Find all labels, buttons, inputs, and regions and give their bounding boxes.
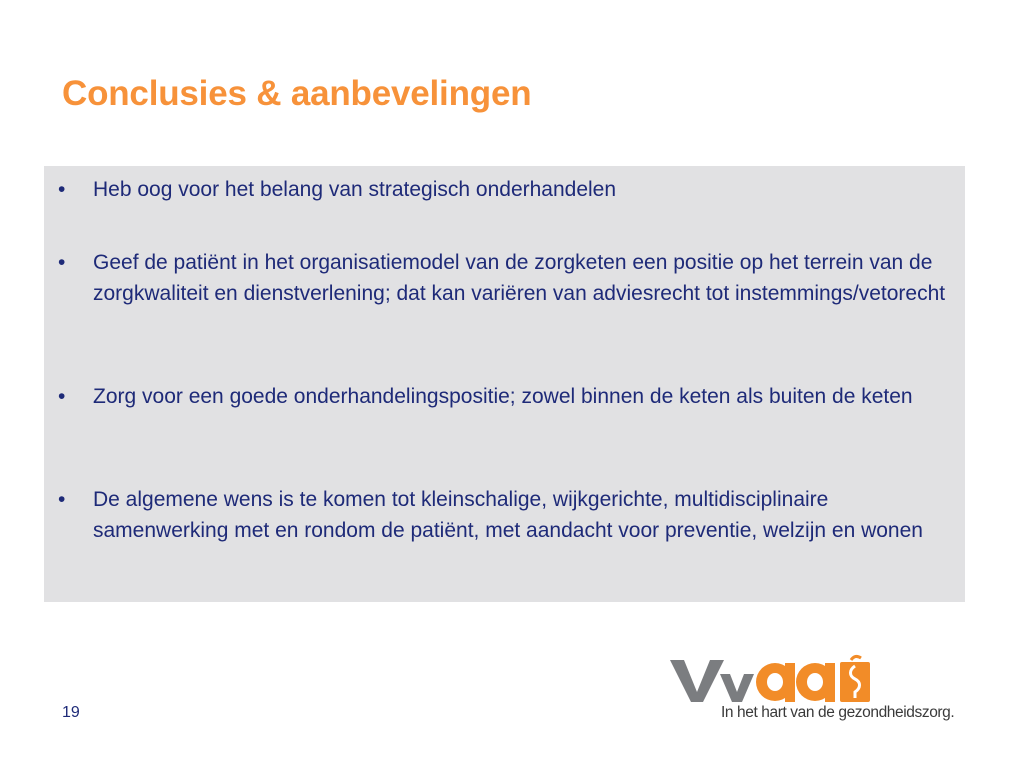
slide-title: Conclusies & aanbevelingen bbox=[62, 74, 532, 113]
bullet-text: Zorg voor een goede onderhandelingspositie; zowel binnen de keten als buiten de keten bbox=[93, 385, 913, 408]
bullet-marker: • bbox=[58, 178, 66, 201]
page-number: 19 bbox=[62, 704, 80, 721]
bullet-text: De algemene wens is te komen tot kleinschalige, wijkgerichte, multidisciplinaire samenwerking met en rondom de patiënt, met aandacht voor preventie, welzijn en wonen bbox=[93, 488, 923, 542]
content-box bbox=[44, 166, 965, 602]
bullet-text: Geef de patiënt in het organisatiemodel van de zorgketen een positie op het terrein van de zorgkwaliteit en dienstverlening; dat kan variëren van adviesrecht tot instemmings/vetorecht bbox=[93, 251, 946, 305]
bullet-marker: • bbox=[58, 385, 66, 408]
vvaa-logo-wordmark bbox=[668, 652, 878, 708]
bullet-text: Heb oog voor het belang van strategisch onderhandelen bbox=[93, 178, 617, 201]
vvaa-logo bbox=[668, 652, 978, 728]
bullet-marker: • bbox=[58, 251, 66, 274]
logo-tagline: In het hart van de gezondheidszorg. bbox=[721, 704, 955, 721]
bullet-marker: • bbox=[58, 488, 66, 511]
